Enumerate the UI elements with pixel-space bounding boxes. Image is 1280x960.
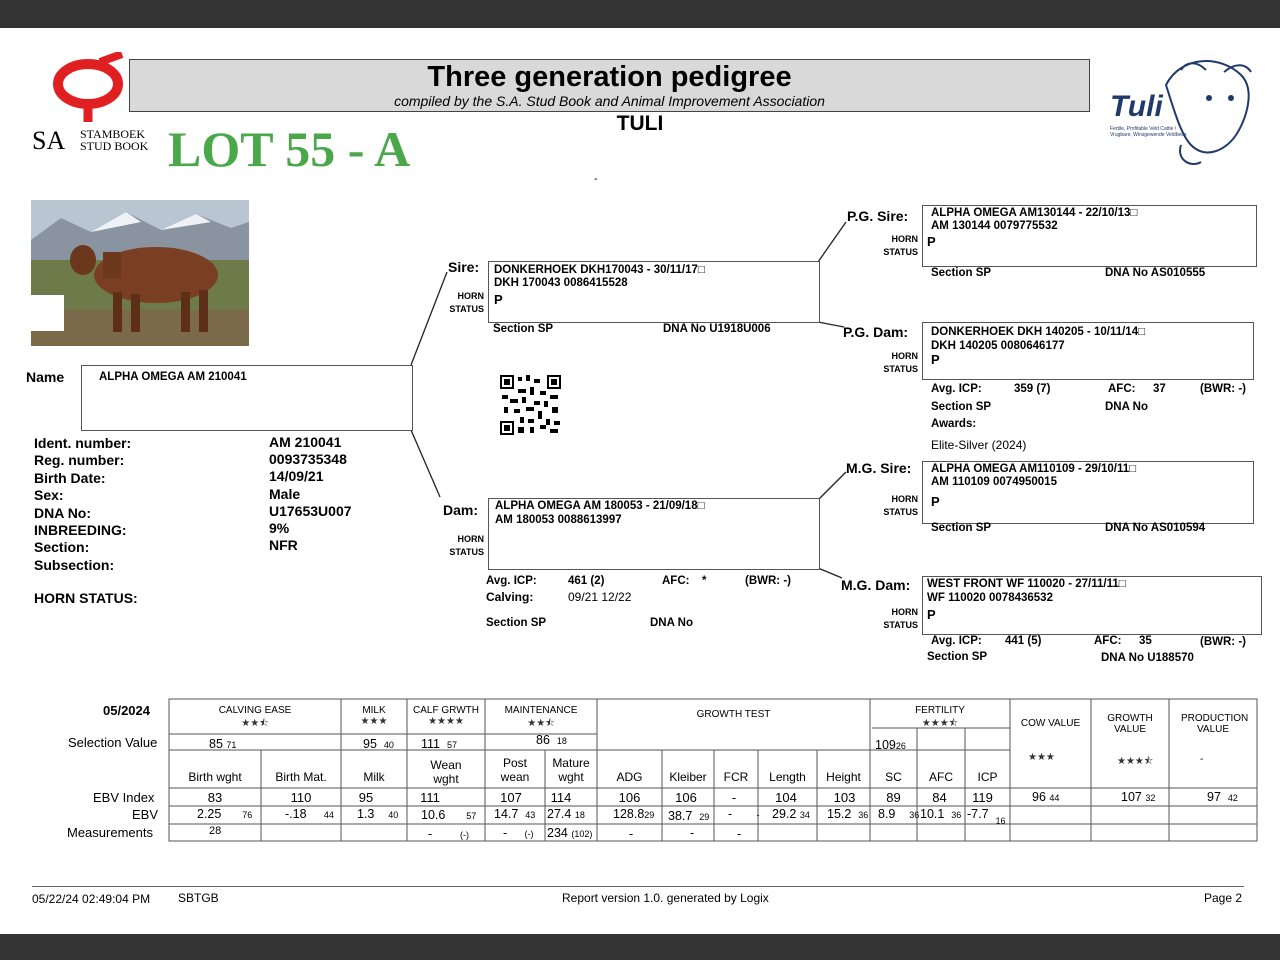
row-label-ebv: EBV [132, 807, 159, 822]
hdr-cow-value: COW VALUE [1020, 718, 1081, 729]
production-value-stars: - [1200, 754, 1204, 765]
ebv-index-length: 104 [775, 790, 797, 805]
mg-dam-icp-label: Avg. ICP: [931, 635, 982, 647]
birth-value: 14/09/21 [269, 468, 324, 485]
ebv-icp: -7.7 $_{16}$ [967, 807, 1006, 826]
mg-dam-afc-label: AFC: [1094, 635, 1122, 647]
col-afc: AFC [929, 770, 953, 784]
footer-report: Report version 1.0. generated by Logix [562, 891, 769, 905]
ebv-sc: 8.9 36 [878, 807, 920, 821]
mg-sire-line1: ALPHA OMEGA AM110109 - 29/10/11□ [931, 463, 1137, 475]
pg-sire-line2: AM 130144 0079775532 [931, 220, 1058, 232]
dam-dna: DNA No [650, 617, 694, 629]
sel-milk: 95 40 [363, 737, 394, 751]
pg-dam-section: Section SP [931, 401, 992, 413]
ebv-kleiber: 38.7 29 [668, 809, 710, 823]
col-icp: ICP [977, 770, 998, 784]
pg-dam-dna: DNA No [1105, 401, 1149, 413]
tuli-tagline: Fertile, Profitable Veld Cattle / Vrugbare, Winsgewende Veldbees [1110, 126, 1187, 138]
fertility-stars-icon: ★★★⯪ [921, 718, 959, 729]
production-value-index: 97 42 [1207, 790, 1238, 804]
row-label-ebv-index: EBV Index [93, 790, 155, 805]
meas-birth-wght: 28 [209, 825, 222, 837]
col-milk: Milk [363, 770, 385, 784]
dam-calving: 09/21 12/22 [568, 590, 632, 604]
cow-value-index: 96 44 [1032, 790, 1060, 804]
subsection-label: Subsection: [34, 556, 115, 573]
ebv-index-afc: 84 [932, 790, 947, 805]
ebv-milk: 1.3 40 [357, 807, 399, 821]
ebv-index-milk: 95 [358, 790, 374, 805]
dam-horn-label: HORN STATUS [449, 534, 484, 557]
calf-growth-stars-icon: ★★★★ [428, 716, 464, 727]
section-value: NFR [269, 537, 298, 554]
ebv-wean: 10.6 57 [421, 808, 477, 822]
mg-sire-label: M.G. Sire: [846, 460, 912, 476]
sire-dna: DNA No U1918U006 [663, 323, 771, 335]
mg-sire-horn: P [931, 494, 940, 509]
inbreeding-value: 9% [269, 520, 290, 537]
growth-value-stars-icon: ★★★⯪ [1117, 756, 1154, 767]
row-label-measurements: Measurements [67, 825, 153, 840]
dam-line2: AM 180053 0088613997 [495, 514, 622, 526]
meas-fcr: - [737, 827, 742, 841]
dam-icp: 461 (2) [568, 575, 605, 587]
hdr-milk: MILK ★★★ [341, 705, 407, 727]
dam-afc-label: AFC: [662, 575, 690, 587]
col-wean-wght: Wean wght [430, 758, 462, 786]
growth-value-index: 107 32 [1121, 790, 1156, 804]
logo-sa-text: SA [32, 126, 66, 155]
sire-line1: DONKERHOEK DKH170043 - 30/11/17□ [494, 264, 705, 276]
pg-dam-afc: 37 [1153, 383, 1166, 395]
tuli-logo-text: Tuli [1110, 90, 1163, 123]
section-label: Section: [34, 539, 90, 556]
table-date: 05/2024 [103, 703, 150, 718]
ebv-mature: 27.4 18 [547, 807, 585, 821]
meas-mature: 234 (102) [547, 826, 593, 840]
footer-rule [32, 886, 1244, 887]
sire-section: Section SP [493, 323, 554, 335]
mg-sire-horn-label: HORN STATUS [883, 494, 918, 517]
ebv-height: 15.2 36 [827, 807, 869, 821]
ebv-length: 29.2 34 [772, 807, 810, 821]
mg-dam-label: M.G. Dam: [841, 577, 911, 593]
ebv-birth-mat: -.18 44 [285, 807, 334, 821]
dam-label: Dam: [443, 502, 479, 518]
mg-dam-section: Section SP [927, 651, 988, 663]
sel-maintenance: 86 18 [536, 733, 567, 747]
pg-sire-horn: P [927, 234, 936, 249]
ebv-index-fcr: - [731, 790, 737, 805]
pg-dam-horn-label: HORN STATUS [883, 351, 918, 374]
logo-line2: STUD BOOK [80, 139, 149, 153]
inbreeding-label: INBREEDING: [34, 522, 127, 539]
pg-dam-awards: Elite-Silver (2024) [931, 438, 1027, 452]
hdr-growth-test: GROWTH TEST [696, 709, 771, 720]
ebv-index-mature: 114 [550, 790, 572, 805]
mg-sire-section: Section SP [931, 522, 992, 534]
col-height: Height [826, 770, 861, 784]
dam-icp-label: Avg. ICP: [486, 575, 537, 587]
ebv-birth-wght: 2.25 76 [197, 807, 253, 821]
dna-label: DNA No: [34, 504, 92, 521]
col-mature-wght: Mature wght [552, 756, 590, 784]
dam-bwr: (BWR: -) [745, 575, 791, 587]
pg-dam-horn: P [931, 352, 940, 367]
col-length: Length [769, 770, 806, 784]
footer-page: Page 2 [1204, 891, 1243, 905]
maintenance-stars-icon: ★★⯪ [527, 718, 555, 729]
mg-sire-line2: AM 110109 0074950015 [931, 476, 1057, 488]
footer-code: SBTGB [178, 891, 219, 905]
hdr-calving-ease: CALVING EASE ★★⯪ [169, 705, 341, 733]
mg-dam-line1: WEST FRONT WF 110020 - 27/11/11□ [927, 578, 1126, 590]
animal-name: ALPHA OMEGA AM 210041 [99, 371, 247, 383]
cow-value-stars-icon: ★★★ [1028, 752, 1055, 763]
ebv-index-icp: 119 [972, 790, 993, 805]
dna-value: U17653U007 [269, 502, 352, 519]
meas-adg: - [629, 827, 634, 841]
ebv-index-birth-wght: 83 [207, 790, 223, 805]
meas-kleiber: - [690, 826, 695, 840]
mg-dam-horn-label: HORN STATUS [883, 607, 918, 630]
sex-label: Sex: [34, 487, 64, 504]
dam-calving-label: Calving: [486, 590, 534, 604]
col-sc: SC [885, 770, 902, 784]
dash-marker: - [594, 173, 598, 185]
dam-section: Section SP [486, 617, 547, 629]
col-post-wean: Post wean [500, 756, 530, 784]
ebv-post-wean: 14.7 43 [494, 807, 536, 821]
name-label: Name [26, 369, 65, 385]
sire-label: Sire: [448, 259, 480, 275]
reg-value: 0093735348 [269, 451, 347, 468]
sire-horn: P [494, 292, 503, 307]
ident-value: AM 210041 [269, 434, 342, 450]
horn-status-label: HORN STATUS: [34, 590, 138, 606]
pg-sire-horn-label: HORN STATUS [883, 234, 918, 257]
col-kleiber: Kleiber [669, 770, 707, 784]
page-subtitle: compiled by the S.A. Stud Book and Animal Improvement Association [394, 93, 825, 109]
pg-sire-dna: DNA No AS010555 [1105, 267, 1206, 279]
ebv-fcr: - - [728, 807, 760, 821]
mg-dam-bwr: (BWR: -) [1200, 636, 1246, 648]
col-birth-mat: Birth Mat. [275, 770, 327, 784]
pg-dam-label: P.G. Dam: [843, 324, 909, 340]
sire-line2: DKH 170043 0086415528 [494, 277, 628, 289]
pg-dam-line2: DKH 140205 0080646177 [931, 340, 1065, 352]
reg-label: Reg. number: [34, 452, 125, 469]
mg-dam-horn: P [927, 607, 936, 622]
birth-label: Birth Date: [34, 469, 106, 486]
ebv-index-wean: 111 [420, 790, 440, 805]
ebv-index-sc: 89 [886, 790, 901, 805]
logo-line1: STAMBOEK [80, 127, 146, 141]
mg-dam-icp: 441 (5) [1005, 635, 1042, 647]
sel-calving-ease: 85 71 [209, 737, 237, 751]
ebv-index-adg: 106 [618, 790, 641, 805]
mg-sire-dna: DNA No AS010594 [1105, 522, 1206, 534]
calving-ease-stars-icon: ★★⯪ [241, 718, 269, 729]
sel-fertility: 10926 [875, 738, 906, 752]
mg-dam-afc: 35 [1139, 635, 1152, 647]
col-birth-wght: Birth wght [188, 770, 242, 784]
row-label-selection: Selection Value [68, 735, 158, 750]
hdr-maintenance: MAINTENANCE ★★⯪ [485, 705, 597, 733]
breed-title: TULI [616, 112, 664, 135]
meas-wean: - (-) [428, 827, 469, 841]
mg-dam-dna: DNA No U188570 [1101, 652, 1194, 664]
sex-value: Male [269, 485, 301, 502]
mg-dam-line2: WF 110020 0078436532 [927, 592, 1053, 604]
pg-dam-line1: DONKERHOEK DKH 140205 - 10/11/14□ [931, 326, 1146, 338]
hdr-calf-growth: CALF GRWTH ★★★★ [407, 705, 485, 727]
hdr-fertility: FERTILITY ★★★⯪ [870, 705, 1010, 733]
hdr-production-value: PRODUCTION VALUE [1181, 713, 1249, 735]
viewer-bottom-bar [0, 934, 1280, 960]
pg-dam-icp-label: Avg. ICP: [931, 383, 982, 395]
footer-timestamp: 05/22/24 02:49:04 PM [32, 892, 151, 906]
dam-afc: * [702, 575, 707, 587]
pg-sire-label: P.G. Sire: [847, 208, 909, 224]
sel-calf-growth: 111 57 [421, 737, 457, 751]
meas-post-wean: - (-) [503, 826, 534, 840]
page-title: Three generation pedigree [427, 61, 792, 93]
pg-dam-bwr: (BWR: -) [1200, 383, 1246, 395]
hdr-growth-value: GROWTH VALUE [1107, 713, 1153, 735]
pg-sire-line1: ALPHA OMEGA AM130144 - 22/10/13□ [931, 207, 1138, 219]
ebv-index-post-wean: 107 [500, 790, 522, 805]
col-adg: ADG [616, 770, 643, 784]
pg-sire-section: Section SP [931, 267, 992, 279]
sire-horn-label: HORN STATUS [449, 291, 484, 314]
ident-label: Ident. number: [34, 435, 132, 451]
dam-line1: ALPHA OMEGA AM 180053 - 21/09/18□ [495, 500, 705, 512]
ebv-index-height: 103 [833, 790, 856, 805]
col-fcr: FCR [723, 770, 749, 784]
ebv-afc: 10.1 36 [920, 807, 962, 821]
pg-dam-awards-label: Awards: [931, 418, 977, 430]
pg-dam-icp: 359 (7) [1014, 383, 1051, 395]
ebv-index-kleiber: 106 [675, 790, 697, 805]
ebv-adg: 128.829 [613, 807, 655, 821]
ebv-index-birth-mat: 110 [290, 790, 312, 805]
milk-stars-icon: ★★★ [360, 716, 388, 727]
pg-dam-afc-label: AFC: [1108, 383, 1136, 395]
lot-number: LOT 55 - A [168, 121, 411, 177]
